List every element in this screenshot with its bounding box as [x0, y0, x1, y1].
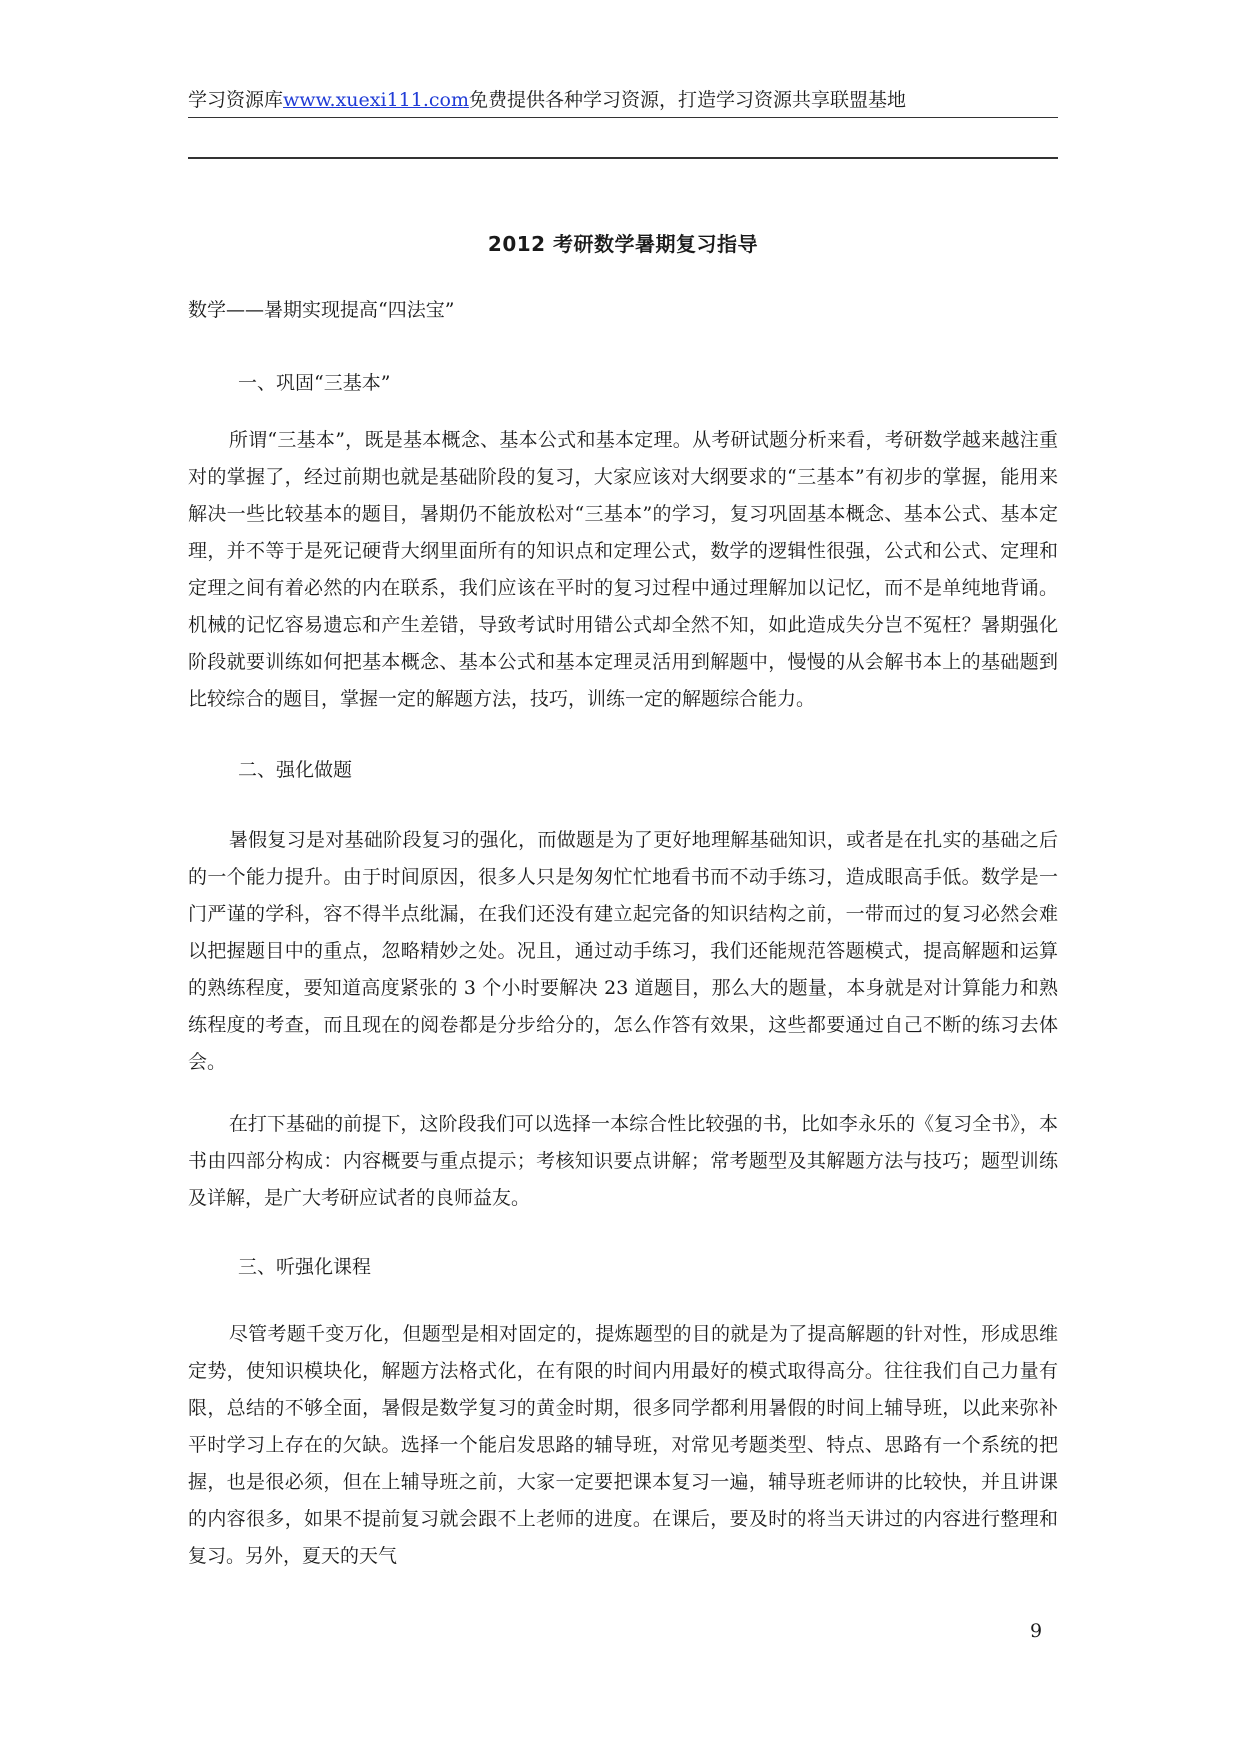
header-site-name: 学习资源库	[188, 89, 284, 111]
section-heading-2: 二、强化做题	[238, 759, 353, 781]
section-1-paragraph: 所谓“三基本”，既是基本概念、基本公式和基本定理。从考研试题分析来看，考研数学越来越注重对的掌握了，经过前期也就是基础阶段的复习，大家应该对大纲要求的“三基本”有初步的掌握，能用来解决一些比较基本的题目，暑期仍不能放松对“三基本”的学习，复习巩固基本概念、基本公式、基本定理，并不等于是死记硬背大纲里面所有的知识点和定理公式，数学的逻辑性很强，公式和公式、定理和定理之间有着必然的内在联系，我们应该在平时的复习过程中通过理解加以记忆，而不是单纯地背诵。机械的记忆容易遗忘和产生差错，导致考试时用错公式却全然不知，如此造成失分岂不冤枉？暑期强化阶段就要训练如何把基本概念、基本公式和基本定理灵活用到解题中，慢慢的从会解书本上的基础题到比较综合的题目，掌握一定的解题方法，技巧，训练一定的解题综合能力。	[188, 429, 1058, 710]
document-subtitle: 数学——暑期实现提高“四法宝”	[188, 299, 455, 321]
header-rule-bottom	[188, 157, 1058, 159]
section-3-paragraph: 尽管考题千变万化，但题型是相对固定的，提炼题型的目的就是为了提高解题的针对性，形成思维定势，使知识模块化，解题方法格式化，在有限的时间内用最好的模式取得高分。往往我们自己力量有限，总结的不够全面，暑假是数学复习的黄金时期，很多同学都利用暑假的时间上辅导班，以此来弥补平时学习上存在的欠缺。选择一个能启发思路的辅导班，对常见考题类型、特点、思路有一个系统的把握，也是很必须，但在上辅导班之前，大家一定要把课本复习一遍，辅导班老师讲的比较快，并且讲课的内容很多，如果不提前复习就会跟不上老师的进度。在课后，要及时的将当天讲过的内容进行整理和复习。另外，夏天的天气	[188, 1323, 1058, 1567]
section-heading-1: 一、巩固“三基本”	[238, 372, 391, 394]
header-rule-top	[188, 117, 1058, 118]
page-number: 9	[1030, 1620, 1043, 1642]
section-heading-3: 三、听强化课程	[238, 1256, 372, 1278]
section-2-paragraph-1: 暑假复习是对基础阶段复习的强化，而做题是为了更好地理解基础知识，或者是在扎实的基础之后的一个能力提升。由于时间原因，很多人只是匆匆忙忙地看书而不动手练习，造成眼高手低。数学是一门严谨的学科，容不得半点纰漏，在我们还没有建立起完备的知识结构之前，一带而过的复习必然会难以把握题目中的重点，忽略精妙之处。况且，通过动手练习，我们还能规范答题模式，提高解题和运算的熟练程度，要知道高度紧张的 3 个小时要解决 23 道题目，那么大的题量，本身就是对计算能力和熟练程度的考查，而且现在的阅卷都是分步给分的，怎么作答有效果，这些都要通过自己不断的练习去体会。	[188, 829, 1058, 1073]
section-2-paragraph-2: 在打下基础的前提下，这阶段我们可以选择一本综合性比较强的书，比如李永乐的《复习全书》，本书由四部分构成：内容概要与重点提示；考核知识要点讲解；常考题型及其解题方法与技巧；题型训练及详解，是广大考研应试者的良师益友。	[188, 1113, 1058, 1209]
header-site-link[interactable]: www.xuexi111.com	[283, 89, 469, 111]
header-slogan: 免费提供各种学习资源，打造学习资源共享联盟基地	[468, 89, 906, 111]
page-header	[188, 88, 1058, 112]
document-title: 2012 考研数学暑期复习指导	[487, 232, 759, 256]
